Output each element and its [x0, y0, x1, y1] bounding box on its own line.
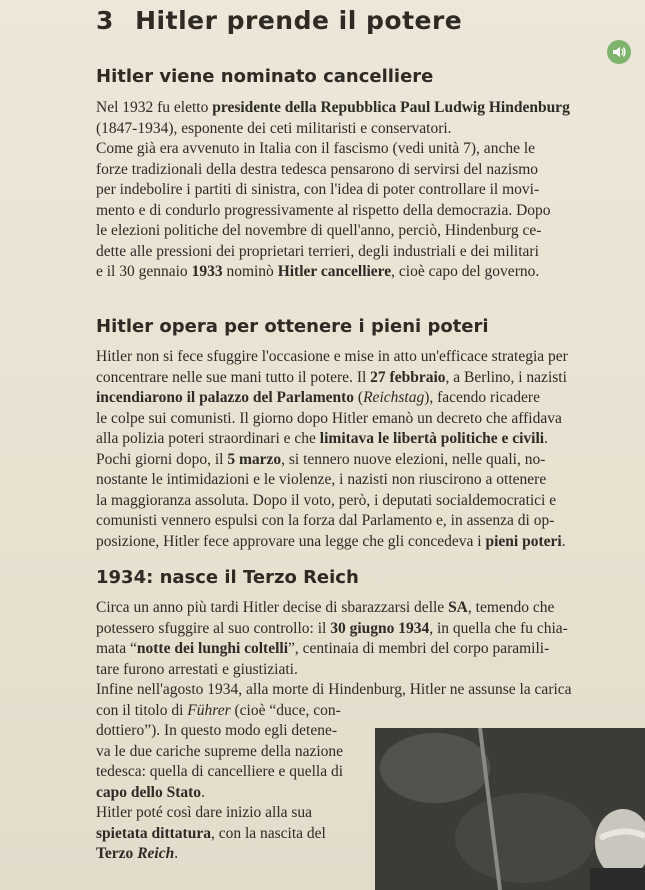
- text-line: forze tradizionali della destra tedesca pensarono di servirsi del nazismo: [96, 160, 539, 178]
- text-line: le colpe sui comunisti. Il giorno dopo Hitler emanò un decreto che affidava: [96, 409, 562, 427]
- text-line: Hitler poté così dare inizio alla sua: [96, 804, 313, 821]
- text-line: tare furono arrestati e giustiziati.: [96, 660, 298, 678]
- text-line: comunisti vennero espulsi con la forza dal Parlamento e, in assenza di op-: [96, 512, 555, 529]
- text-line: incendiarono il palazzo del Parlamento (Reichstag), facendo ricadere: [96, 389, 540, 406]
- text-line: (1847-1934), esponente dei ceti militaristi e conservatori.: [96, 119, 452, 137]
- text-line: Terzo Reich.: [96, 845, 179, 862]
- text-line: la maggioranza assoluta. Dopo il voto, però, i deputati socialdemocratici e: [96, 491, 557, 509]
- hindenburg-photo: [375, 728, 645, 890]
- text-line: posizione, Hitler fece approvare una legge che gli concedeva i pieni poteri.: [96, 532, 566, 550]
- section-paragraph-nominato: [96, 98, 641, 283]
- section-heading-pieni-poteri: Hitler opera per ottenere i pieni poteri: [96, 316, 489, 337]
- text-line: dottiero”). In questo modo egli detene-: [96, 722, 338, 739]
- text-line: Hitler non si fece sfuggire l'occasione e mise in atto un'efficace strategia per: [96, 348, 568, 365]
- text-line: mento e di condurlo progressivamente al rispetto della democrazia. Dopo: [96, 201, 551, 219]
- section-paragraph-pieni-poteri: [96, 347, 641, 552]
- text-line: Infine nell'agosto 1934, alla morte di Hindenburg, Hitler ne assunse la carica: [96, 681, 572, 698]
- text-line: mata “notte dei lunghi coltelli”, centinaia di membri del corpo paramili-: [96, 640, 550, 657]
- audio-speaker-icon[interactable]: [607, 40, 631, 64]
- chapter-title-text: Hitler prende il potere: [135, 6, 463, 35]
- chapter-number: 3: [96, 6, 114, 35]
- text-line: Nel 1932 fu eletto presidente della Repubblica Paul Ludwig Hindenburg: [96, 99, 570, 116]
- section-heading-terzo-reich: 1934: nasce il Terzo Reich: [96, 567, 359, 588]
- text-line: per indebolire i partiti di sinistra, con l'idea di poter controllare il movi-: [96, 181, 540, 198]
- text-line: Pochi giorni dopo, il 5 marzo, si tennero nuove elezioni, nelle quali, no-: [96, 450, 546, 468]
- text-line: le elezioni politiche del novembre di quell'anno, perciò, Hindenburg ce-: [96, 222, 542, 239]
- text-line: dette alle pressioni dei proprietari terrieri, degli industriali e dei militari: [96, 242, 539, 260]
- text-line: tedesca: quella di cancelliere e quella di: [96, 763, 344, 780]
- text-line: concentrare nelle sue mani tutto il potere. Il 27 febbraio, a Berlino, i nazisti: [96, 368, 567, 386]
- text-line: potessero sfuggire al suo controllo: il 30 giugno 1934, in quella che fu chia-: [96, 619, 568, 637]
- text-line: va le due cariche supreme della nazione: [96, 742, 344, 760]
- text-line: Come già era avvenuto in Italia con il fascismo (vedi unità 7), anche le: [96, 140, 536, 157]
- text-line: Circa un anno più tardi Hitler decise di sbarazzarsi delle SA, temendo che: [96, 599, 555, 616]
- text-line: alla polizia poteri straordinari e che limitava le libertà politiche e civili.: [96, 430, 548, 447]
- section-heading-nominato: Hitler viene nominato cancelliere: [96, 66, 434, 87]
- text-line: spietata dittatura, con la nascita del: [96, 824, 326, 842]
- text-line: e il 30 gennaio 1933 nominò Hitler cancelliere, cioè capo del governo.: [96, 263, 540, 280]
- chapter-title: [96, 6, 462, 35]
- text-line: capo dello Stato.: [96, 783, 205, 801]
- text-line: con il titolo di Führer (cioè “duce, con-: [96, 701, 341, 719]
- text-line: nostante le intimidazioni e le violenze, i nazisti non riuscirono a ottenere: [96, 471, 547, 488]
